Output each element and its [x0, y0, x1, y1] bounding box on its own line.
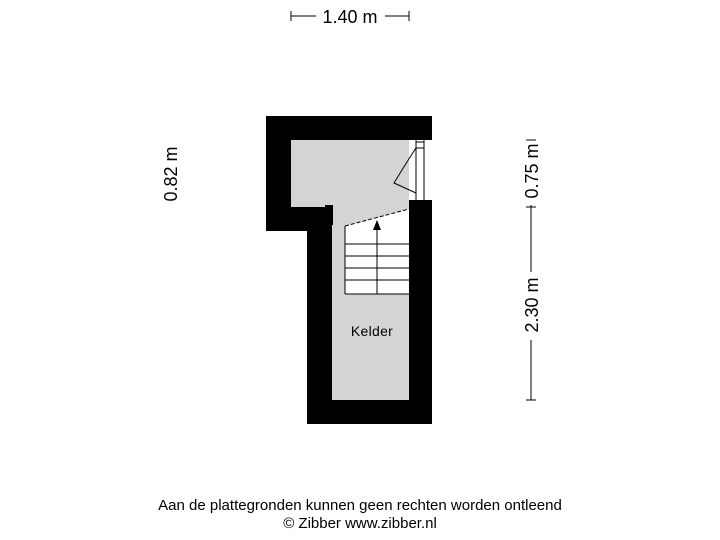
dimension-top	[291, 7, 409, 27]
dimension-label-right-lower: 2.30 m	[522, 277, 542, 333]
dimension-label-right-upper: 0.75 m	[522, 143, 542, 199]
disclaimer-text: Aan de plattegronden kunnen geen rechten worden ontleend	[158, 497, 562, 514]
wall-stub	[325, 205, 333, 225]
room-label-kelder: Kelder	[350, 323, 394, 339]
dimension-label-left-height: 0.82 m	[161, 146, 181, 202]
footer	[0, 497, 720, 533]
copyright-text: © Zibber www.zibber.nl	[283, 515, 437, 532]
dimension-right	[522, 140, 542, 400]
door-panel	[416, 142, 424, 148]
dimension-label-width: 1.40 m	[322, 7, 378, 27]
